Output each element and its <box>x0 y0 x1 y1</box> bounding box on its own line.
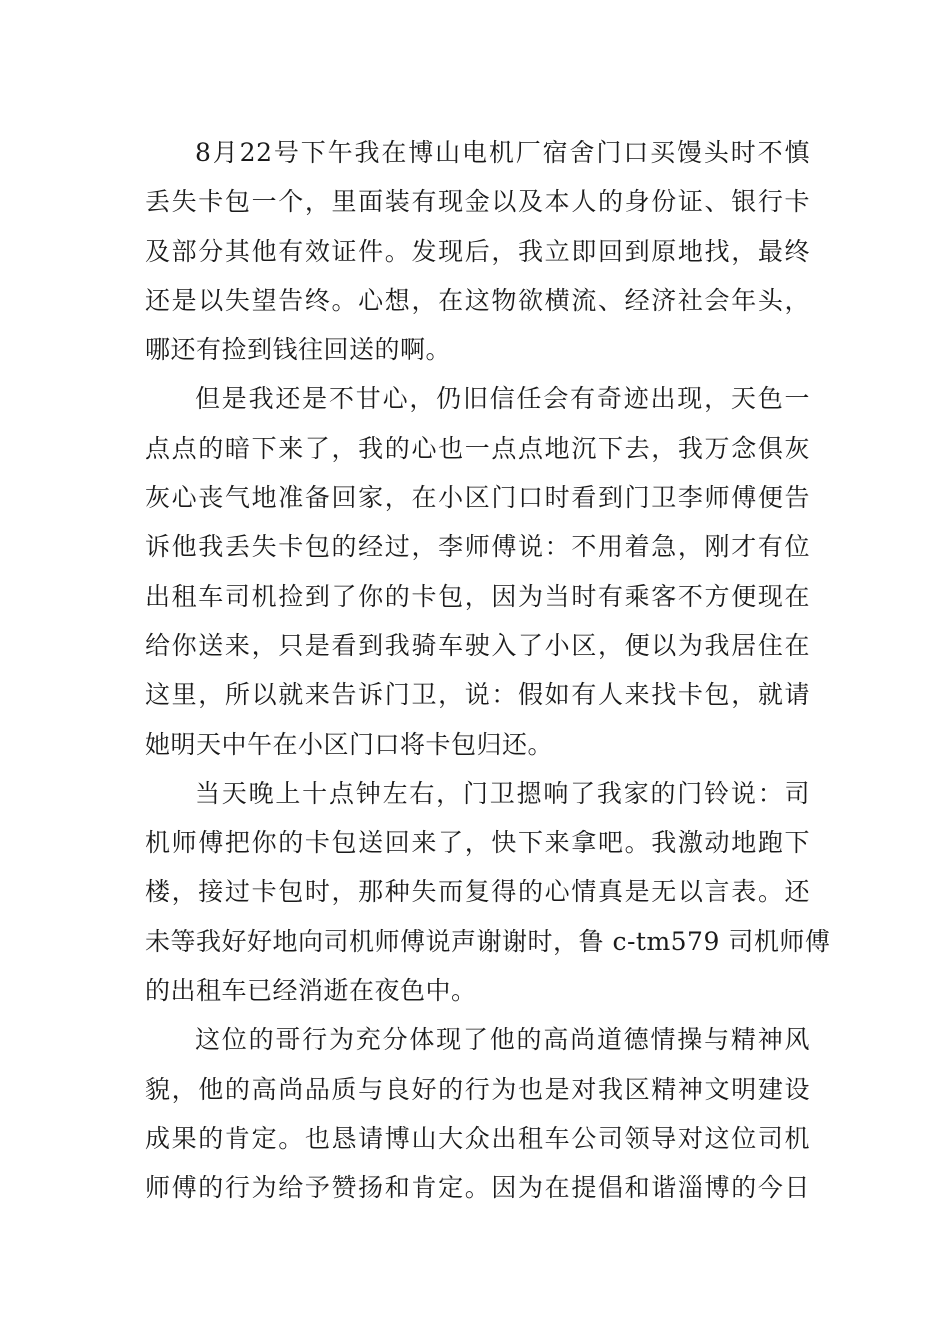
paragraph-4 <box>145 1015 810 1212</box>
text-line: 诉他我丢失卡包的经过，李师傅说：不用着急，刚才有位 <box>145 532 810 562</box>
text-line: 貌，他的高尚品质与良好的行为也是对我区精神文明建设 <box>145 1074 810 1104</box>
text-line: 灰心丧气地准备回家，在小区门口时看到门卫李师傅便告 <box>145 483 810 513</box>
text-line: 出租车司机捡到了你的卡包，因为当时有乘客不方便现在 <box>145 581 810 611</box>
text-line: 但是我还是不甘心，仍旧信任会有奇迹出现，天色一 <box>195 384 810 414</box>
document-body <box>145 128 831 1213</box>
text-line: 这里，所以就来告诉门卫，说：假如有人来找卡包，就请 <box>145 680 810 710</box>
text-line: 未等我好好地向司机师傅说声谢谢时，鲁 c-tm579 司机师傅 <box>145 926 831 956</box>
text-line: 点点的暗下来了，我的心也一点点地沉下去，我万念俱灰 <box>145 433 810 463</box>
text-line: 丢失卡包一个，里面装有现金以及本人的身份证、银行卡 <box>145 187 810 217</box>
text-line: 当天晚上十点钟左右，门卫摁响了我家的门铃说：司 <box>195 778 810 808</box>
paragraph-2 <box>145 374 810 768</box>
text-line: 的出租车已经消逝在夜色中。 <box>145 976 477 1006</box>
text-line: 楼，接过卡包时，那种失而复得的心情真是无以言表。还 <box>145 877 810 907</box>
paragraph-1 <box>145 128 810 374</box>
paragraph-3 <box>145 769 831 1015</box>
text-line: 给你送来，只是看到我骑车驶入了小区，便以为我居住在 <box>145 630 810 660</box>
text-line: 8月22号下午我在博山电机厂宿舍门口买馒头时不慎 <box>195 138 810 167</box>
text-line: 她明天中午在小区门口将卡包归还。 <box>145 729 554 759</box>
text-line: 及部分其他有效证件。发现后，我立即回到原地找，最终 <box>145 236 810 266</box>
text-line: 哪还有捡到钱往回送的啊。 <box>145 335 452 365</box>
text-line: 师傅的行为给予赞扬和肯定。因为在提倡和谐淄博的今日 <box>145 1173 810 1203</box>
text-line: 这位的哥行为充分体现了他的高尚道德情操与精神风 <box>195 1025 810 1055</box>
text-line: 机师傅把你的卡包送回来了，快下来拿吧。我激动地跑下 <box>145 828 810 858</box>
text-line: 还是以失望告终。心想，在这物欲横流、经济社会年头， <box>145 285 810 315</box>
text-line: 成果的肯定。也恳请博山大众出租车公司领导对这位司机 <box>145 1123 810 1153</box>
